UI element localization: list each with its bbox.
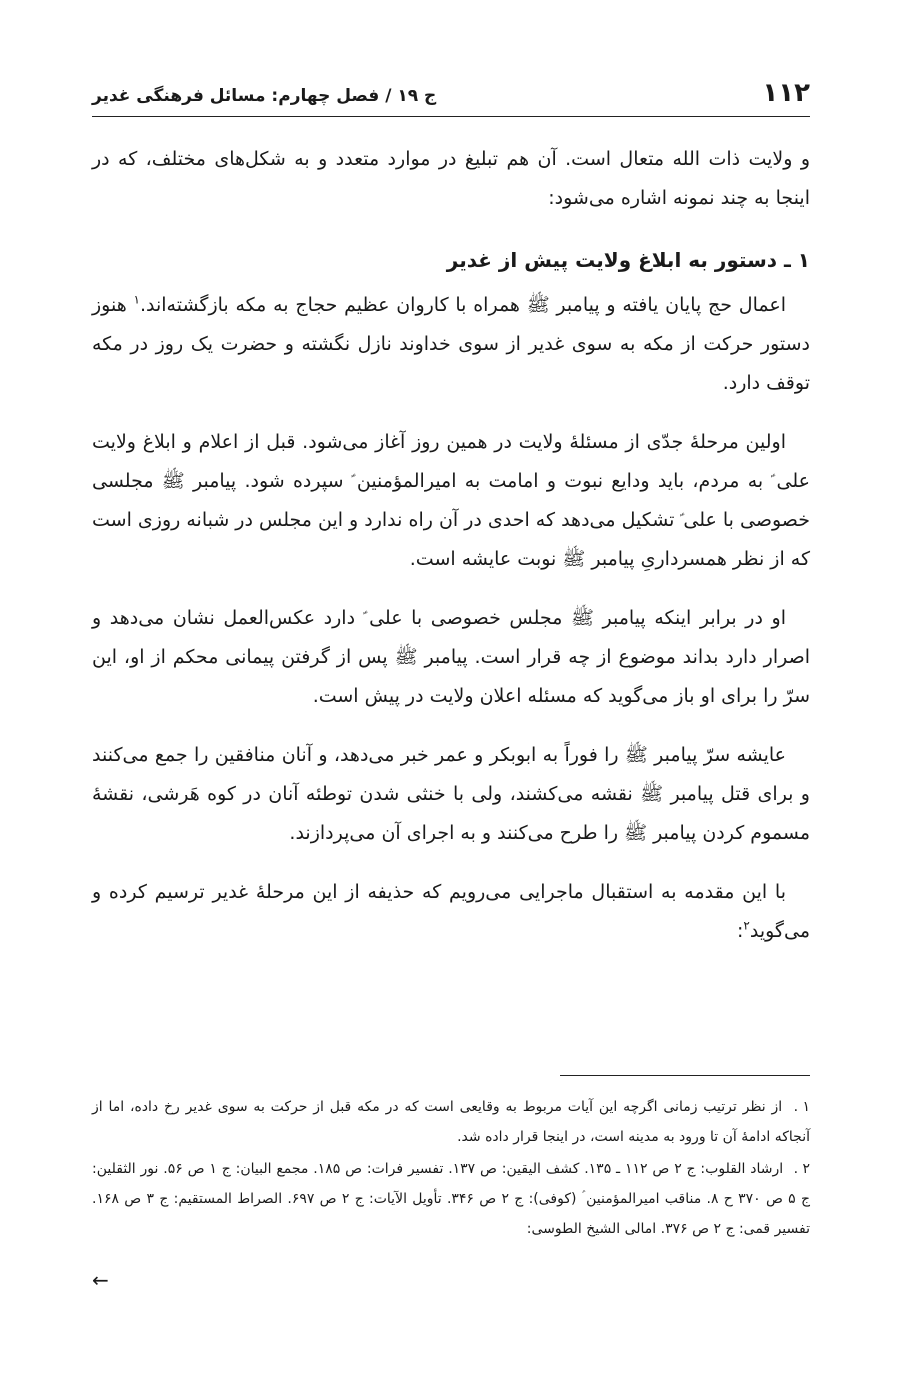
section-heading: ۱ ـ دستور به ابلاغ ولایت پیش از غدیر — [446, 248, 810, 272]
footnote-divider — [560, 1075, 810, 1076]
footnote-1-marker: ۱ . — [793, 1099, 810, 1115]
paragraph-5 — [92, 873, 810, 951]
paragraph-1-rest: هنوز دستور حرکت از مکه به سوی غدیر از سوی خداوند نازل نگشته و حضرت یک روز در مکه توقف دارد. — [92, 294, 810, 394]
paragraph-4: عایشه سرّ پیامبر ﷺ را فوراً به ابوبکر و عمر خبر می‌دهد، و آنان منافقین را جمع می‌کنند و برای قتل پیامبر ﷺ نقشه می‌کشند، ولی با خنثی شدن توطئه آنان در کوه هَرشی، نقشهٔ مسموم کردن پیامبر ﷺ را طرح می‌کنند و به اجرای آن می‌پردازند. — [92, 744, 810, 844]
footnote-1 — [92, 1092, 810, 1152]
intro-paragraph: و ولایت ذات الله متعال است. آن هم تبلیغ در موارد متعدد و به شکل‌های مختلف، که در اینجا به چند نمونه اشاره می‌شود: — [92, 148, 810, 209]
page-number: ۱۱۲ — [762, 78, 810, 108]
footnote-ref-2[interactable]: ۲ — [743, 918, 750, 933]
footnotes — [92, 1092, 810, 1246]
paragraph-3: او در برابر اینکه پیامبر ﷺ مجلس خصوصی با علی ؑ دارد عکس‌العمل نشان می‌دهد و اصرار دارد بداند موضوع از چه قرار است. پیامبر ﷺ پس از گرفتن پیمانی محکم از او، این سرّ را برای او باز می‌گوید که مسئله اعلان ولایت در پیش است. — [92, 607, 810, 707]
arrow-left-icon: ← — [92, 1268, 109, 1292]
footnote-1-text: از نظر ترتیب زمانی اگرچه این آیات مربوط به وقایعی است که در مکه قبل از حرکت به سوی غدیر رخ داده، اما از آنجاکه ادامهٔ آن تا ورود به مدینه است، در اینجا قرار داده شد. — [92, 1099, 810, 1145]
footnote-2-text: ارشاد القلوب: ج ۲ ص ۱۱۲ ـ ۱۳۵. کشف الیقین: ص ۱۳۷. تفسیر فرات: ص ۱۸۵. مجمع البیان: ج ۱ ص ۵۶. نور الثقلین: ج ۵ ص ۳۷۰ ح ۸. مناقب امیرالمؤمنین ؑ (کوفی): ج ۲ ص ۳۴۶. تأویل الآیات: ج ۲ ص ۶۹۷. الصراط المستقیم: ج ۳ ص ۱۶۸. تفسیر قمی: ج ۲ ص ۳۷۶. امالی الشیخ الطوسی: — [92, 1161, 811, 1237]
running-title: ج ۱۹ / فصل چهارم: مسائل فرهنگی غدیر — [92, 86, 437, 106]
footnote-2-marker: ۲ . — [793, 1161, 811, 1177]
footnote-ref-1[interactable]: ۱ — [133, 292, 140, 307]
paragraph-1-text: اعمال حج پایان یافته و پیامبر ﷺ همراه با کاروان عظیم حجاج به مکه بازگشته‌اند. — [139, 294, 786, 316]
paragraph-2: اولین مرحلهٔ جدّی از مسئلهٔ ولایت در همین روز آغاز می‌شود. قبل از اعلام و ابلاغ ولایت علی ؑ به مردم، باید ودایع نبوت و امامت به امیرالمؤمنین ؑ سپرده شود. پیامبر ﷺ مجلسی خصوصی با علی ؑ تشکیل می‌دهد که احدی در آن راه ندارد و این مجلس در شبانه روزی است که از نظر همسرداریِ پیامبر ﷺ نوبت عایشه است. — [92, 431, 810, 570]
page-header — [92, 66, 810, 117]
footnote-2 — [92, 1154, 810, 1244]
paragraph-5-text: با این مقدمه به استقبال ماجرایی می‌رویم که حذیفه از این مرحلهٔ غدیر ترسیم کرده و می‌گوید — [92, 881, 810, 942]
main-text — [92, 140, 810, 971]
paragraph-1 — [92, 286, 810, 403]
paragraph-5-end: : — [737, 920, 744, 942]
